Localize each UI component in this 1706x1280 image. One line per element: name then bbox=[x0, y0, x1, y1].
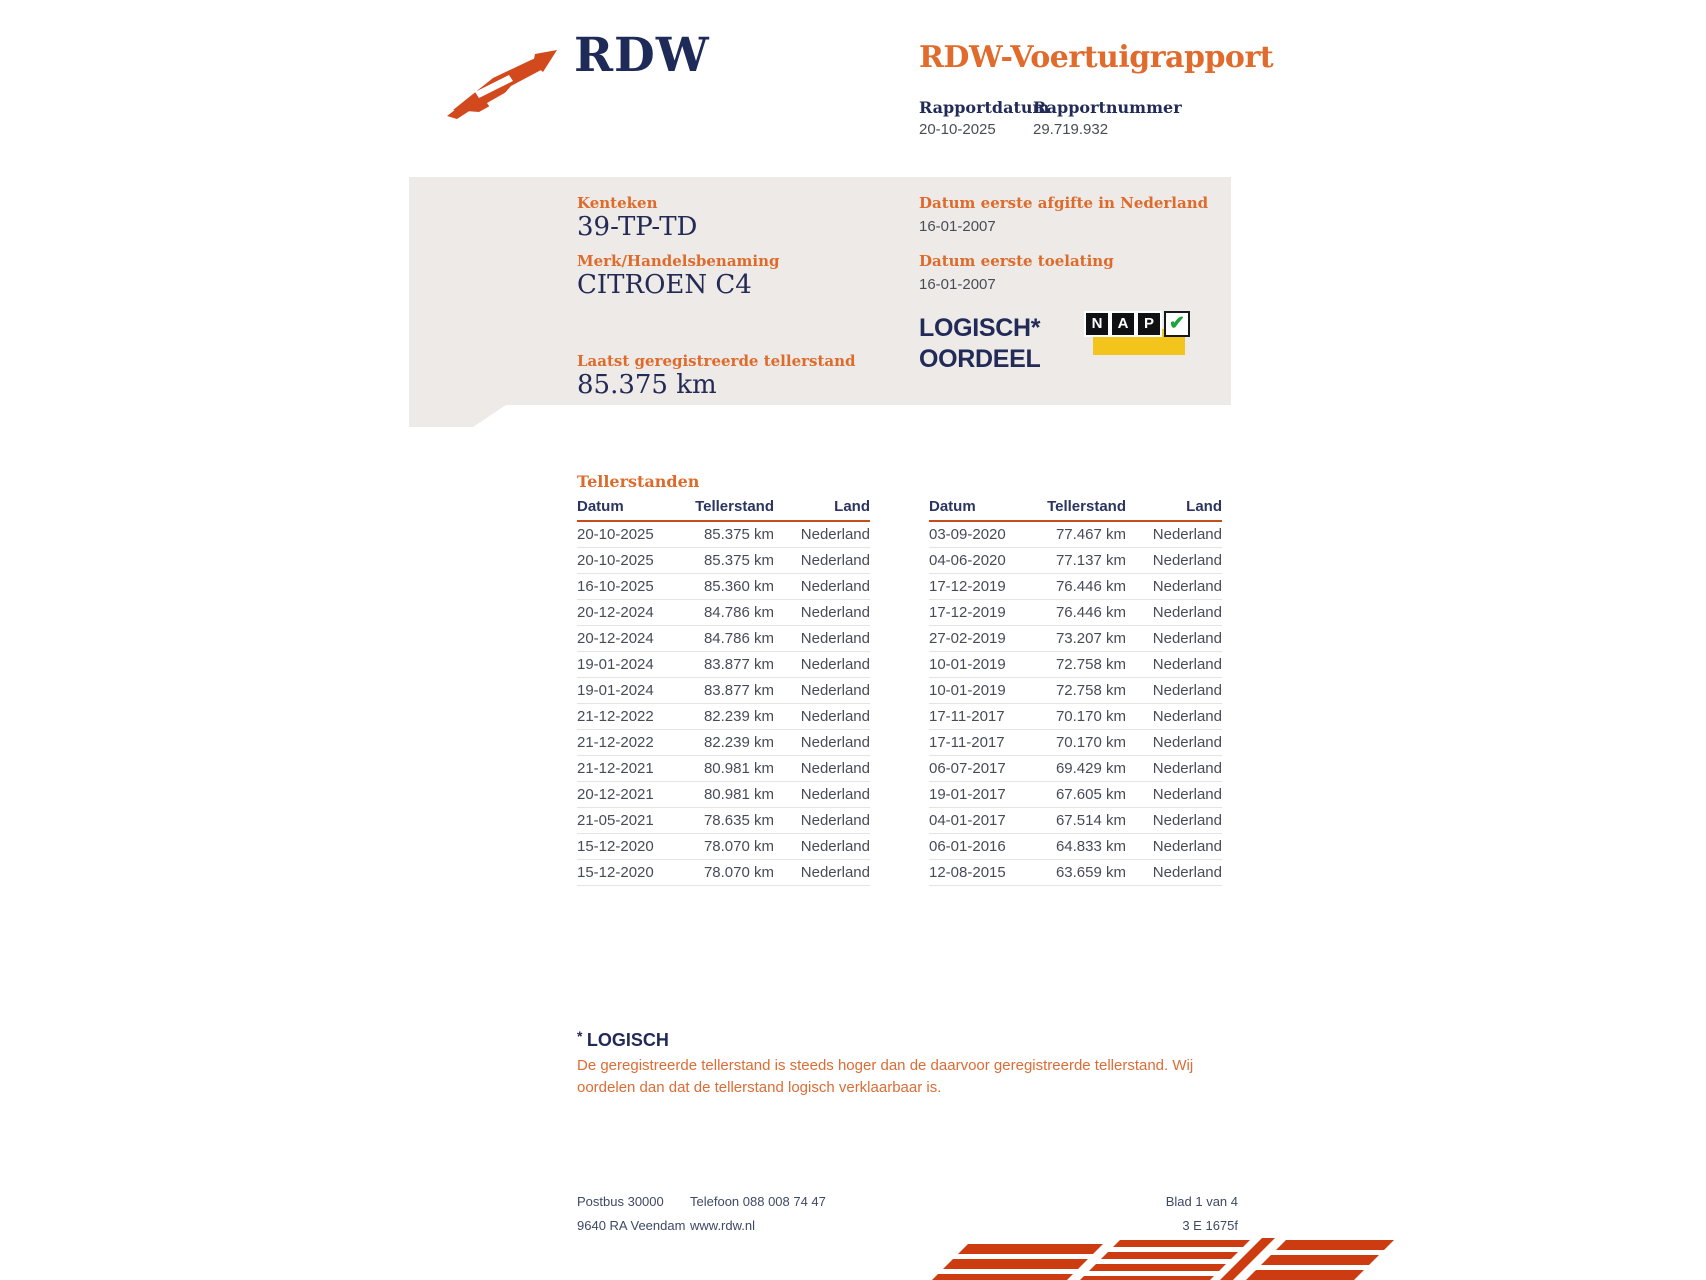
table-cell: Nederland bbox=[1152, 708, 1222, 725]
table-cell: 17-11-2017 bbox=[929, 708, 1005, 725]
table-cell: Nederland bbox=[800, 838, 870, 855]
table-cell: Nederland bbox=[1152, 656, 1222, 673]
brand-wordmark: RDW bbox=[574, 28, 710, 83]
table-cell: 85.360 km bbox=[703, 578, 774, 595]
footnote-body: De geregistreerde tellerstand is steeds hoger dan de daarvoor geregistreerde tellerstand. Wij oordelen dan dat de tellerstand logisch verklaarbaar is. bbox=[577, 1057, 1194, 1096]
table-cell: 19-01-2024 bbox=[577, 682, 654, 699]
table-cell: 17-12-2019 bbox=[929, 604, 1006, 621]
table-cell: 21-05-2021 bbox=[577, 812, 654, 829]
footnote-title: LOGISCH bbox=[586, 1030, 669, 1050]
merk-value: CITROEN C4 bbox=[577, 270, 752, 300]
footnote-asterisk: * bbox=[577, 1028, 583, 1044]
column-header-tellerstand: Tellerstand bbox=[695, 498, 774, 515]
table-row bbox=[929, 730, 1222, 756]
nap-letter-p: P bbox=[1138, 313, 1160, 335]
table-row bbox=[577, 600, 870, 626]
table-row bbox=[577, 704, 870, 730]
column-header-datum: Datum bbox=[577, 498, 624, 515]
nap-logo-icon bbox=[1085, 311, 1189, 359]
table-row bbox=[577, 756, 870, 782]
toelating-value: 16-01-2007 bbox=[919, 276, 996, 293]
table-cell: Nederland bbox=[800, 630, 870, 647]
table-cell: Nederland bbox=[800, 578, 870, 595]
table-row bbox=[929, 678, 1222, 704]
table-cell: 21-12-2021 bbox=[577, 760, 654, 777]
table-cell: 78.070 km bbox=[703, 838, 774, 855]
table-row bbox=[577, 652, 870, 678]
table-cell: 78.070 km bbox=[703, 864, 774, 881]
table-cell: Nederland bbox=[800, 864, 870, 881]
footer-address-line2: 9640 RA Veendam bbox=[577, 1218, 686, 1233]
table-cell: 70.170 km bbox=[1055, 708, 1126, 725]
table-cell: Nederland bbox=[800, 786, 870, 803]
table-cell: 12-08-2015 bbox=[929, 864, 1006, 881]
table-cell: 63.659 km bbox=[1055, 864, 1126, 881]
table-cell: 83.877 km bbox=[703, 682, 774, 699]
column-header-datum: Datum bbox=[929, 498, 976, 515]
table-cell: Nederland bbox=[800, 734, 870, 751]
table-cell: 20-10-2025 bbox=[577, 552, 654, 569]
table-cell: Nederland bbox=[1152, 734, 1222, 751]
table-row bbox=[929, 756, 1222, 782]
table-cell: Nederland bbox=[800, 656, 870, 673]
table-cell: 72.758 km bbox=[1055, 682, 1126, 699]
table-cell: 06-01-2016 bbox=[929, 838, 1006, 855]
table-cell: 27-02-2019 bbox=[929, 630, 1006, 647]
footer-website-link[interactable]: www.rdw.nl bbox=[690, 1218, 756, 1233]
rdw-decorative-pattern bbox=[935, 1232, 1375, 1280]
table-row bbox=[929, 626, 1222, 652]
table-cell: Nederland bbox=[1152, 604, 1222, 621]
table-cell: 83.877 km bbox=[703, 656, 774, 673]
table-cell: 85.375 km bbox=[703, 526, 774, 543]
table-cell: 78.635 km bbox=[703, 812, 774, 829]
table-cell: 19-01-2024 bbox=[577, 656, 654, 673]
table-header-row bbox=[577, 496, 870, 522]
afgifte-value: 16-01-2007 bbox=[919, 218, 996, 235]
table-row bbox=[577, 860, 870, 886]
table-cell: 80.981 km bbox=[703, 786, 774, 803]
table-row bbox=[929, 548, 1222, 574]
table-cell: 76.446 km bbox=[1055, 604, 1126, 621]
table-row bbox=[929, 652, 1222, 678]
table-cell: 15-12-2020 bbox=[577, 838, 654, 855]
table-cell: 21-12-2022 bbox=[577, 734, 654, 751]
table-cell: 20-12-2024 bbox=[577, 604, 654, 621]
table-cell: 15-12-2020 bbox=[577, 864, 654, 881]
table-row bbox=[929, 704, 1222, 730]
table-cell: 67.514 km bbox=[1055, 812, 1126, 829]
pattern-block-icon bbox=[932, 1244, 1103, 1280]
table-row bbox=[577, 730, 870, 756]
table-row bbox=[577, 548, 870, 574]
table-cell: 77.137 km bbox=[1055, 552, 1126, 569]
table-cell: Nederland bbox=[1152, 812, 1222, 829]
table-cell: 10-01-2019 bbox=[929, 656, 1006, 673]
footer-phone: Telefoon 088 008 74 47 bbox=[690, 1194, 826, 1209]
table-cell: 67.605 km bbox=[1055, 786, 1126, 803]
table-cell: Nederland bbox=[1152, 682, 1222, 699]
table-cell: Nederland bbox=[800, 682, 870, 699]
table-cell: Nederland bbox=[800, 708, 870, 725]
table-cell: Nederland bbox=[800, 552, 870, 569]
table-cell: Nederland bbox=[800, 760, 870, 777]
table-cell: 04-01-2017 bbox=[929, 812, 1006, 829]
table-cell: 69.429 km bbox=[1055, 760, 1126, 777]
tellerstanden-section-title: Tellerstanden bbox=[577, 472, 700, 491]
table-cell: 82.239 km bbox=[703, 734, 774, 751]
table-cell: 72.758 km bbox=[1055, 656, 1126, 673]
toelating-label: Datum eerste toelating bbox=[919, 252, 1114, 270]
report-date-label: Rapportdatum bbox=[919, 98, 1050, 117]
table-cell: Nederland bbox=[1152, 578, 1222, 595]
nap-checkmark-icon: ✔ bbox=[1164, 311, 1190, 337]
table-cell: Nederland bbox=[1152, 526, 1222, 543]
merk-label: Merk/Handelsbenaming bbox=[577, 252, 780, 270]
table-cell: Nederland bbox=[1152, 838, 1222, 855]
laatste-tellerstand-label: Laatst geregistreerde tellerstand bbox=[577, 352, 856, 370]
table-row bbox=[929, 834, 1222, 860]
table-row bbox=[929, 860, 1222, 886]
column-header-tellerstand: Tellerstand bbox=[1047, 498, 1126, 515]
table-cell: 85.375 km bbox=[703, 552, 774, 569]
table-row bbox=[929, 808, 1222, 834]
rdw-wing-logo-icon bbox=[447, 40, 561, 120]
column-header-land: Land bbox=[1186, 498, 1222, 515]
column-header-land: Land bbox=[834, 498, 870, 515]
kenteken-value: 39-TP-TD bbox=[577, 212, 698, 242]
table-cell: 20-12-2024 bbox=[577, 630, 654, 647]
table-cell: 16-10-2025 bbox=[577, 578, 654, 595]
table-row bbox=[577, 782, 870, 808]
kenteken-label: Kenteken bbox=[577, 194, 658, 212]
table-cell: Nederland bbox=[1152, 630, 1222, 647]
table-row bbox=[577, 678, 870, 704]
table-cell: 21-12-2022 bbox=[577, 708, 654, 725]
table-cell: Nederland bbox=[1152, 864, 1222, 881]
table-cell: 17-12-2019 bbox=[929, 578, 1006, 595]
page-title: RDW-Voertuigrapport bbox=[919, 40, 1274, 75]
table-cell: 84.786 km bbox=[703, 630, 774, 647]
table-cell: 77.467 km bbox=[1055, 526, 1126, 543]
oordeel-line1: LOGISCH* bbox=[919, 314, 1041, 342]
tellerstanden-table-right bbox=[929, 496, 1222, 886]
table-cell: 17-11-2017 bbox=[929, 734, 1005, 751]
table-cell: 10-01-2019 bbox=[929, 682, 1006, 699]
tellerstanden-table-left bbox=[577, 496, 870, 886]
table-cell: 20-10-2025 bbox=[577, 526, 654, 543]
table-cell: 76.446 km bbox=[1055, 578, 1126, 595]
table-cell: 64.833 km bbox=[1055, 838, 1126, 855]
table-cell: Nederland bbox=[800, 526, 870, 543]
table-row bbox=[929, 600, 1222, 626]
oordeel-line2: OORDEEL bbox=[919, 345, 1041, 373]
footer-address-line1: Postbus 30000 bbox=[577, 1194, 664, 1209]
table-cell: 20-12-2021 bbox=[577, 786, 654, 803]
table-cell: Nederland bbox=[800, 604, 870, 621]
table-body bbox=[929, 522, 1222, 886]
table-row bbox=[577, 834, 870, 860]
table-row bbox=[577, 574, 870, 600]
footer-form-code: 3 E 1675f bbox=[1182, 1218, 1238, 1233]
table-cell: Nederland bbox=[800, 812, 870, 829]
table-row bbox=[577, 626, 870, 652]
report-date-value: 20-10-2025 bbox=[919, 121, 996, 138]
report-number-value: 29.719.932 bbox=[1033, 121, 1109, 138]
table-row bbox=[577, 808, 870, 834]
nap-letter-a: A bbox=[1112, 313, 1134, 335]
table-cell: 70.170 km bbox=[1055, 734, 1126, 751]
table-cell: 82.239 km bbox=[703, 708, 774, 725]
laatste-tellerstand-value: 85.375 km bbox=[577, 370, 717, 400]
table-cell: 06-07-2017 bbox=[929, 760, 1006, 777]
footnote-heading bbox=[577, 1028, 669, 1051]
table-cell: Nederland bbox=[1152, 552, 1222, 569]
table-cell: 03-09-2020 bbox=[929, 526, 1006, 543]
table-cell: 73.207 km bbox=[1055, 630, 1126, 647]
table-body bbox=[577, 522, 870, 886]
table-row bbox=[577, 522, 870, 548]
table-cell: 80.981 km bbox=[703, 760, 774, 777]
table-row bbox=[929, 782, 1222, 808]
table-row bbox=[929, 574, 1222, 600]
table-cell: 04-06-2020 bbox=[929, 552, 1006, 569]
table-cell: Nederland bbox=[1152, 786, 1222, 803]
table-cell: Nederland bbox=[1152, 760, 1222, 777]
afgifte-label: Datum eerste afgifte in Nederland bbox=[919, 194, 1209, 212]
table-header-row bbox=[929, 496, 1222, 522]
footer-page-number: Blad 1 van 4 bbox=[1165, 1194, 1238, 1209]
table-cell: 84.786 km bbox=[703, 604, 774, 621]
table-cell: 19-01-2017 bbox=[929, 786, 1006, 803]
table-row bbox=[929, 522, 1222, 548]
nap-letter-n: N bbox=[1086, 313, 1108, 335]
report-number-label: Rapportnummer bbox=[1033, 98, 1182, 117]
vehicle-summary-box bbox=[409, 177, 1231, 427]
